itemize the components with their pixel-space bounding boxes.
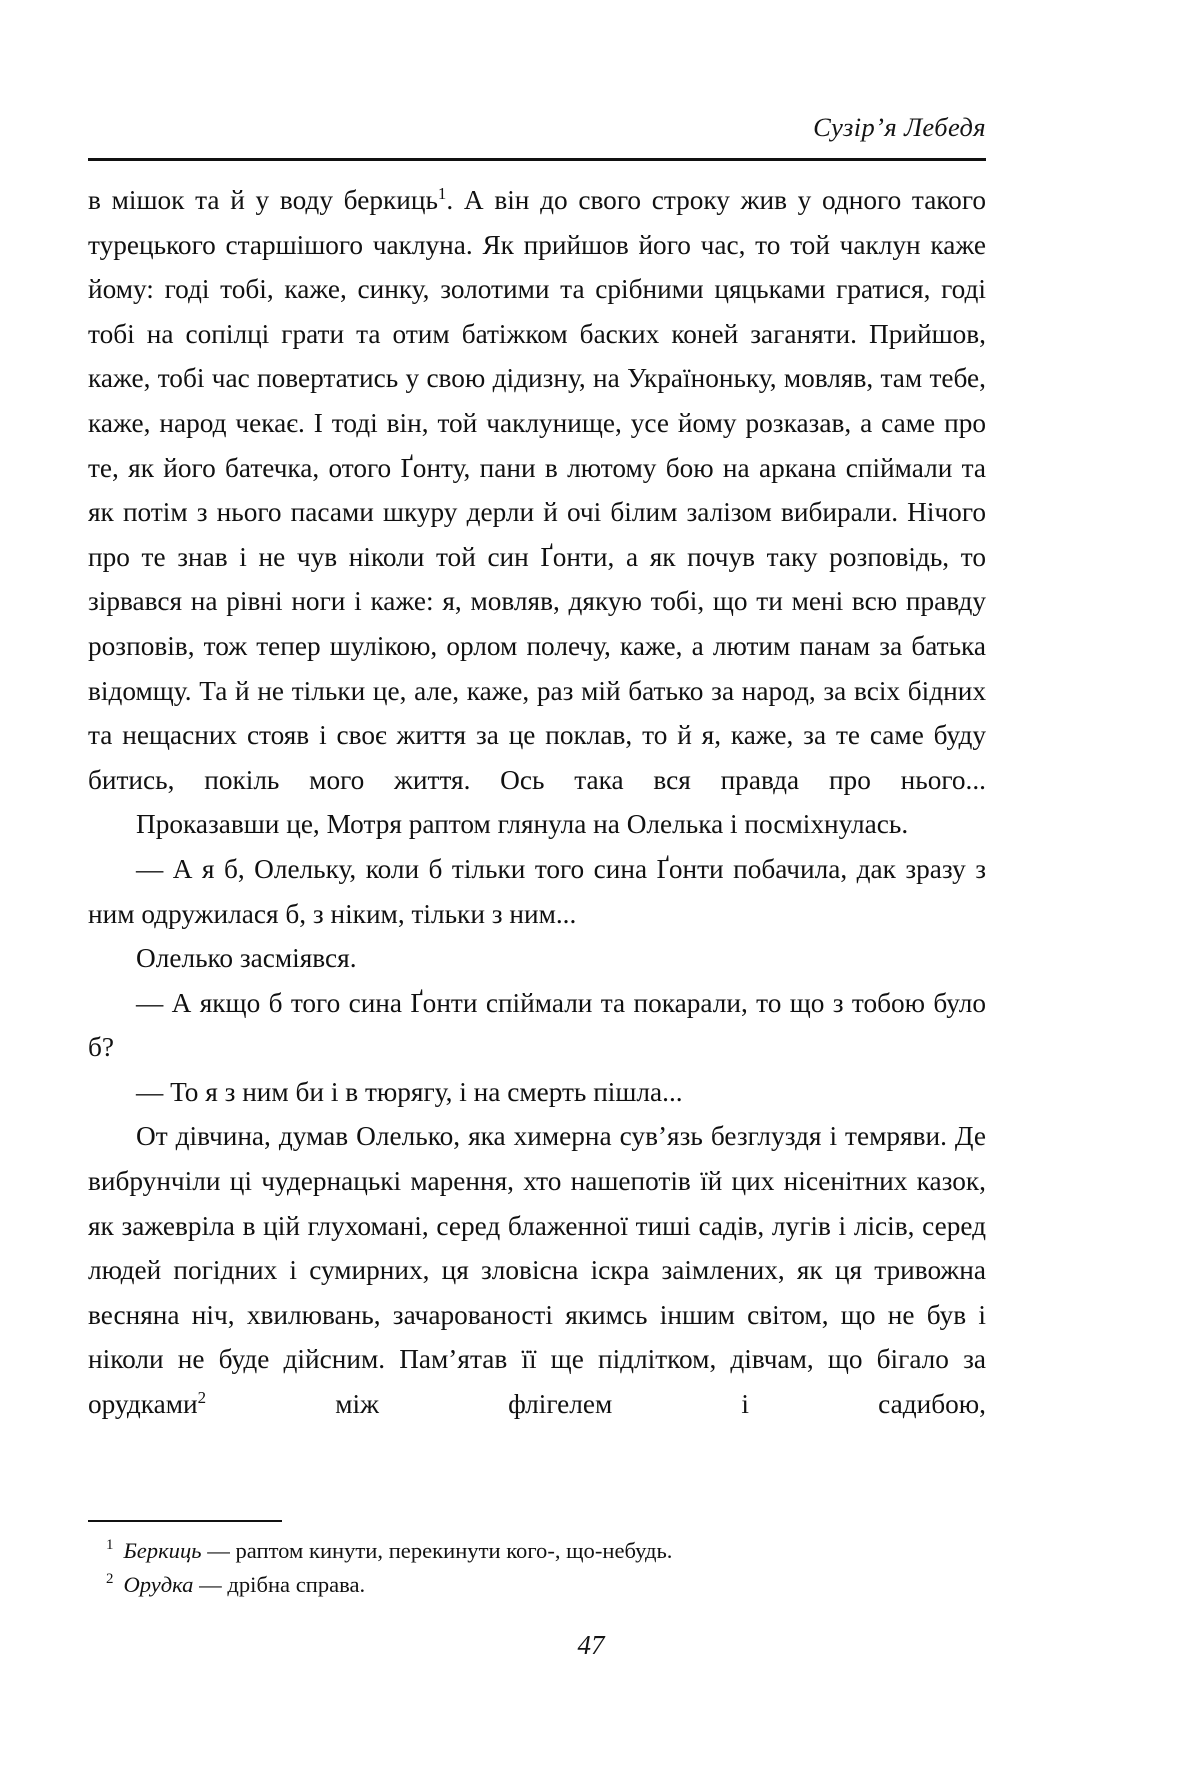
- footnote-marker-2[interactable]: 2: [197, 1387, 207, 1407]
- running-head: Сузір’я Лебедя: [813, 112, 986, 142]
- footnote-item-1: [88, 1534, 986, 1568]
- footnote-item-2: [88, 1568, 986, 1602]
- paragraph-6: — То я з ним би і в тюрягу, і на смерть пішла...: [136, 1076, 683, 1107]
- header-divider-rule: [88, 158, 986, 161]
- paragraph-1-text-a: в мішок та й у воду беркиць: [88, 185, 438, 215]
- page-number: 47: [577, 1630, 605, 1660]
- paragraph-1: [88, 178, 986, 802]
- paragraph-3: — А я б, Олельку, коли б тільки того сина Ґонти побачила, дак зразу з ним одружилася б, з ніким, тільки з ним...: [88, 853, 986, 929]
- footnote-term-2: Орудка: [123, 1572, 194, 1597]
- paragraph-4: Олелько засміявся.: [136, 943, 357, 974]
- footnote-marker-1[interactable]: 1: [437, 183, 447, 203]
- paragraph-7-text-b: між флігелем і садибою,: [206, 1389, 986, 1420]
- footnote-dash-1: —: [207, 1538, 230, 1563]
- footnote-list: [88, 1534, 986, 1602]
- footnote-number-2: 2: [106, 1571, 114, 1588]
- body-text-block: [88, 178, 986, 1427]
- paragraph-1-text-b: . А він до свого строку жив у одного такого турецького старшішого чаклуна. Як прийшов його час, то той чаклун каже йому: годі тобі, каже, синку, золотими та срібними цяцьками гратися, годі тобі на сопілці грати та отим батіжком баских коней заганяти. Прийшов, каже, тобі час повертатись у свою дідизну, на Україноньку, мовляв, там тебе, каже, народ чекає. І тоді він, той чаклунище, усе йому розказав, а саме про те, як його батечка, отого Ґонту, пани в лютому бою на аркана спіймали та як потім з нього пасами шкуру дерли й очі білим залізом вибирали. Нічого про те знав і не чув ніколи той син Ґонти, а як почув таку розповідь, то зірвався на рівні ноги і каже: я, мовляв, дякую тобі, що ти мені всю правду розповів, тож тепер шулікою, орлом полечу, каже, а лютим панам за батька відомщу. Та й не тільки це, але, каже, раз мій батько за народ, за всіх бідних та нещасних стояв і своє життя за це поклав, то й я, каже, за те саме буду битись, покіль мого життя. Ось така вся правда про нього...: [88, 185, 986, 795]
- footnote-dash-2: —: [199, 1572, 222, 1597]
- footnote-definition-2: дрібна справа.: [227, 1572, 366, 1597]
- footnote-term-1: Беркиць: [123, 1538, 202, 1563]
- footnote-definition-1: раптом кинути, перекинути кого-, що-небудь.: [235, 1538, 673, 1563]
- paragraph-5: — А якщо б того сина Ґонти спіймали та покарали, то що з тобою було б?: [88, 987, 986, 1063]
- paragraph-7: [88, 1114, 986, 1426]
- footnote-separator-rule: [88, 1520, 282, 1522]
- paragraph-7-text-a: От дівчина, думав Олелько, яка химерна сув’язь безглуздя і темряви. Де вибрунчіли ці чудернацькі марення, хто нашепотів їй цих нісенітних казок, як зажевріла в цій глухомані, серед блаженної тиші садів, лугів і лісів, серед людей погідних і сумирних, ця зловісна іскра заімлених, як ця тривожна весняна ніч, хвилювань, зачарованості якимсь іншим світом, що не був і ніколи не буде дійсним. Пам’ятав її ще підлітком, дівчам, що бігало за орудками: [88, 1121, 986, 1420]
- footnote-number-1: 1: [106, 1537, 114, 1554]
- paragraph-2: Проказавши це, Мотря раптом глянула на Олелька і посміхнулась.: [136, 809, 909, 840]
